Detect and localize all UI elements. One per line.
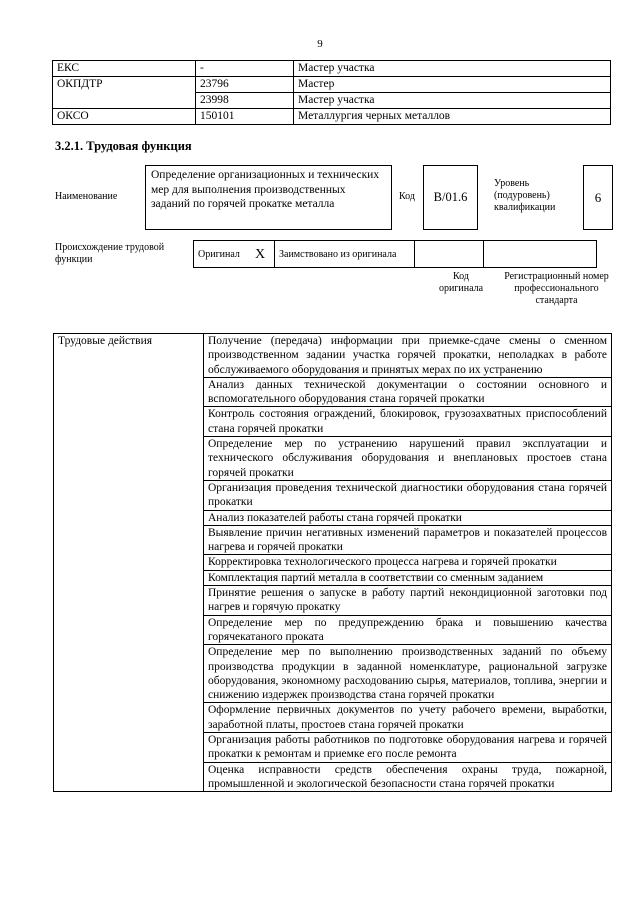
code-original-cell — [415, 241, 484, 268]
list-item: Оформление первичных документов по учету рабочего времени, выработки, заработной платы, простоев стана горячей прокатки — [204, 703, 611, 733]
function-code-box: B/01.6 — [423, 165, 478, 230]
list-item: Получение (передача) информации при приемке-сдаче смены о сменном производственном задании участка горячей прокатки, неполадках в работе обслуживаемого оборудования и принятых мерах по их устранению — [204, 334, 611, 378]
classification-number: 23796 — [196, 77, 294, 93]
classification-code: ОКПДТР — [53, 77, 196, 109]
code-original-label: Код оригинала — [438, 271, 484, 294]
reg-number-cell — [484, 241, 597, 268]
labor-actions-table — [53, 333, 612, 792]
table-row — [53, 77, 611, 93]
list-item: Принятие решения о запуске в работу партий некондиционной заготовки под нагрев и горячую прокатку — [204, 586, 611, 616]
list-item: Организация работы работников по подготовке оборудования нагрева и горячей прокатки к ремонтам и приемке его после ремонта — [204, 733, 611, 763]
list-item: Определение мер по предупреждению брака и повышению качества горячекатаного проката — [204, 616, 611, 646]
classification-name: Мастер — [294, 77, 611, 93]
qualification-level-box: 6 — [583, 165, 613, 230]
function-name-box: Определение организационных и технических мер для выполнения производственных заданий по горячей прокатке металла — [145, 165, 392, 230]
original-mark: X — [246, 241, 275, 268]
classification-number: - — [196, 61, 294, 77]
borrowed-label: Заимствовано из оригинала — [275, 241, 415, 268]
table-row — [53, 109, 611, 125]
list-item: Выявление причин негативных изменений параметров и показателей процессов нагрева и горячей прокатки — [204, 526, 611, 556]
original-label: Оригинал — [194, 241, 247, 268]
list-item: Организация проведения технической диагностики оборудования стана горячей прокатки — [204, 481, 611, 511]
qualification-level-label: Уровень (подуровень) квалификации — [494, 178, 556, 213]
origin-table — [193, 240, 597, 268]
origin-label: Происхождение трудовой функции — [55, 242, 165, 265]
classification-name: Мастер участка — [294, 61, 611, 77]
list-item: Контроль состояния ограждений, блокировок, грузозахватных приспособлений стана горячей прокатки — [204, 407, 611, 437]
list-item: Определение мер по устранению нарушений правил эксплуатации и технического обслуживания оборудования и внеплановых простоев стана горячей прокатки — [204, 437, 611, 481]
classification-number: 150101 — [196, 109, 294, 125]
table-row — [53, 61, 611, 77]
list-item: Комплектация партий металла в соответствии со сменным заданием — [204, 571, 611, 586]
labor-actions-list — [204, 334, 612, 792]
list-item: Определение мер по выполнению производственных заданий по объему производства продукции в заданной номенклатуре, рациональной загрузке оборудования, экономному расходованию сырья, материалов, топлива, энергии и снижению издержек производства стана горячей прокатки — [204, 645, 611, 703]
classification-code: ЕКС — [53, 61, 196, 77]
page-number: 9 — [317, 38, 323, 50]
function-name-label: Наименование — [55, 191, 118, 202]
labor-actions-header: Трудовые действия — [54, 334, 204, 792]
section-title: 3.2.1. Трудовая функция — [55, 139, 192, 153]
classification-number: 23998 — [196, 93, 294, 109]
classification-table — [52, 60, 611, 125]
classification-code: ОКСО — [53, 109, 196, 125]
classification-name: Мастер участка — [294, 93, 611, 109]
list-item: Оценка исправности средств обеспечения охраны труда, пожарной, промышленной и экологической безопасности стана горячей прокатки — [208, 763, 607, 790]
reg-number-label: Регистрационный номер профессионального стандарта — [504, 271, 609, 306]
function-code-label: Код — [399, 191, 415, 202]
classification-name: Металлургия черных металлов — [294, 109, 611, 125]
list-item: Анализ показателей работы стана горячей прокатки — [204, 511, 611, 526]
table-row — [194, 241, 597, 268]
list-item: Корректировка технологического процесса нагрева и горячей прокатки — [204, 555, 611, 570]
list-item: Анализ данных технической документации о состоянии основного и вспомогательного оборудования стана горячей прокатки — [204, 378, 611, 408]
table-row — [54, 334, 612, 792]
